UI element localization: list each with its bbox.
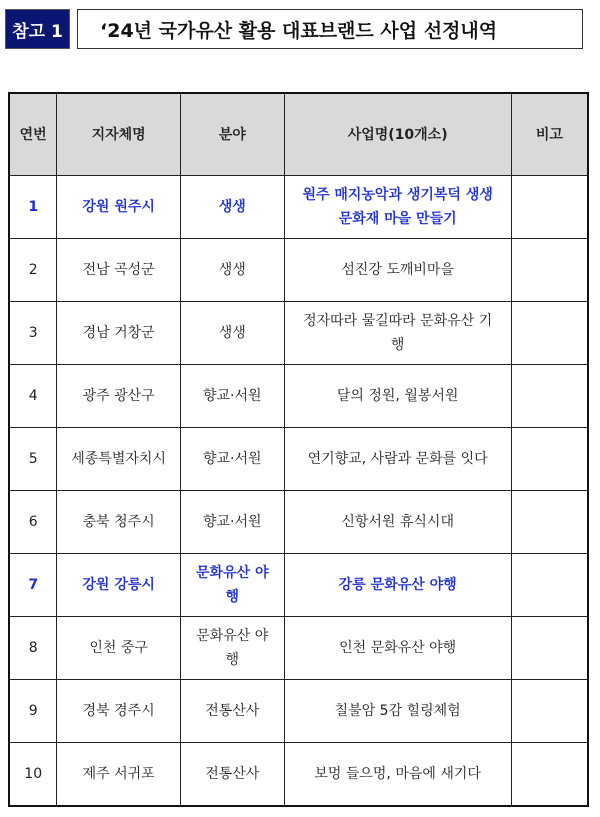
- row-no: 5: [9, 428, 57, 491]
- selection-table: [8, 92, 589, 807]
- row-project: 연기향교, 사람과 문화를 잇다: [284, 428, 511, 491]
- row-no: 6: [9, 491, 57, 554]
- col-field: 분야: [180, 93, 284, 176]
- table-row: [9, 554, 588, 617]
- table-row: [9, 302, 588, 365]
- reference-tag: 참고 1: [5, 9, 70, 49]
- row-region: 강원 강릉시: [57, 554, 181, 617]
- table-row: [9, 239, 588, 302]
- row-region: 강원 원주시: [57, 176, 181, 239]
- table-row: [9, 428, 588, 491]
- row-no: 9: [9, 680, 57, 743]
- row-region: 제주 서귀포: [57, 743, 181, 807]
- row-field: 향교·서원: [180, 428, 284, 491]
- row-project: 칠불암 5감 힐링체험: [284, 680, 511, 743]
- row-project: 원주 매지농악과 생기복덕 생생문화재 마을 만들기: [284, 176, 511, 239]
- row-field: 향교·서원: [180, 491, 284, 554]
- row-region: 전남 곡성군: [57, 239, 181, 302]
- row-note: [511, 491, 588, 554]
- table-row: [9, 617, 588, 680]
- table-row: [9, 176, 588, 239]
- table-row: [9, 491, 588, 554]
- row-field: 향교·서원: [180, 365, 284, 428]
- row-project: 신항서원 휴식시대: [284, 491, 511, 554]
- table-row: [9, 743, 588, 807]
- col-note: 비고: [511, 93, 588, 176]
- table-row: [9, 680, 588, 743]
- row-note: [511, 617, 588, 680]
- row-project: 정자따라 물길따라 문화유산 기행: [284, 302, 511, 365]
- row-region: 인천 중구: [57, 617, 181, 680]
- row-project: 달의 정원, 월봉서원: [284, 365, 511, 428]
- row-no: 8: [9, 617, 57, 680]
- row-field: 생생: [180, 302, 284, 365]
- row-note: [511, 239, 588, 302]
- row-field: 문화유산 야행: [180, 554, 284, 617]
- row-no: 1: [9, 176, 57, 239]
- row-note: [511, 365, 588, 428]
- col-no: 연번: [9, 93, 57, 176]
- row-field: 전통산사: [180, 680, 284, 743]
- col-region: 지자체명: [57, 93, 181, 176]
- row-no: 7: [9, 554, 57, 617]
- row-note: [511, 680, 588, 743]
- row-region: 경남 거창군: [57, 302, 181, 365]
- row-field: 생생: [180, 176, 284, 239]
- table-header-row: [9, 93, 588, 176]
- row-region: 충북 청주시: [57, 491, 181, 554]
- row-project: 보멍 들으멍, 마음에 새기다: [284, 743, 511, 807]
- row-no: 10: [9, 743, 57, 807]
- col-project: 사업명(10개소): [284, 93, 511, 176]
- row-project: 섬진강 도깨비마을: [284, 239, 511, 302]
- row-field: 문화유산 야행: [180, 617, 284, 680]
- row-region: 광주 광산구: [57, 365, 181, 428]
- table-row: [9, 365, 588, 428]
- row-field: 전통산사: [180, 743, 284, 807]
- page-title: ‘24년 국가유산 활용 대표브랜드 사업 선정내역: [77, 9, 583, 49]
- row-note: [511, 428, 588, 491]
- row-project: 강릉 문화유산 야행: [284, 554, 511, 617]
- row-region: 세종특별자치시: [57, 428, 181, 491]
- row-project: 인천 문화유산 야행: [284, 617, 511, 680]
- row-no: 3: [9, 302, 57, 365]
- row-field: 생생: [180, 239, 284, 302]
- row-no: 2: [9, 239, 57, 302]
- row-note: [511, 554, 588, 617]
- row-no: 4: [9, 365, 57, 428]
- row-region: 경북 경주시: [57, 680, 181, 743]
- row-note: [511, 743, 588, 807]
- row-note: [511, 302, 588, 365]
- row-note: [511, 176, 588, 239]
